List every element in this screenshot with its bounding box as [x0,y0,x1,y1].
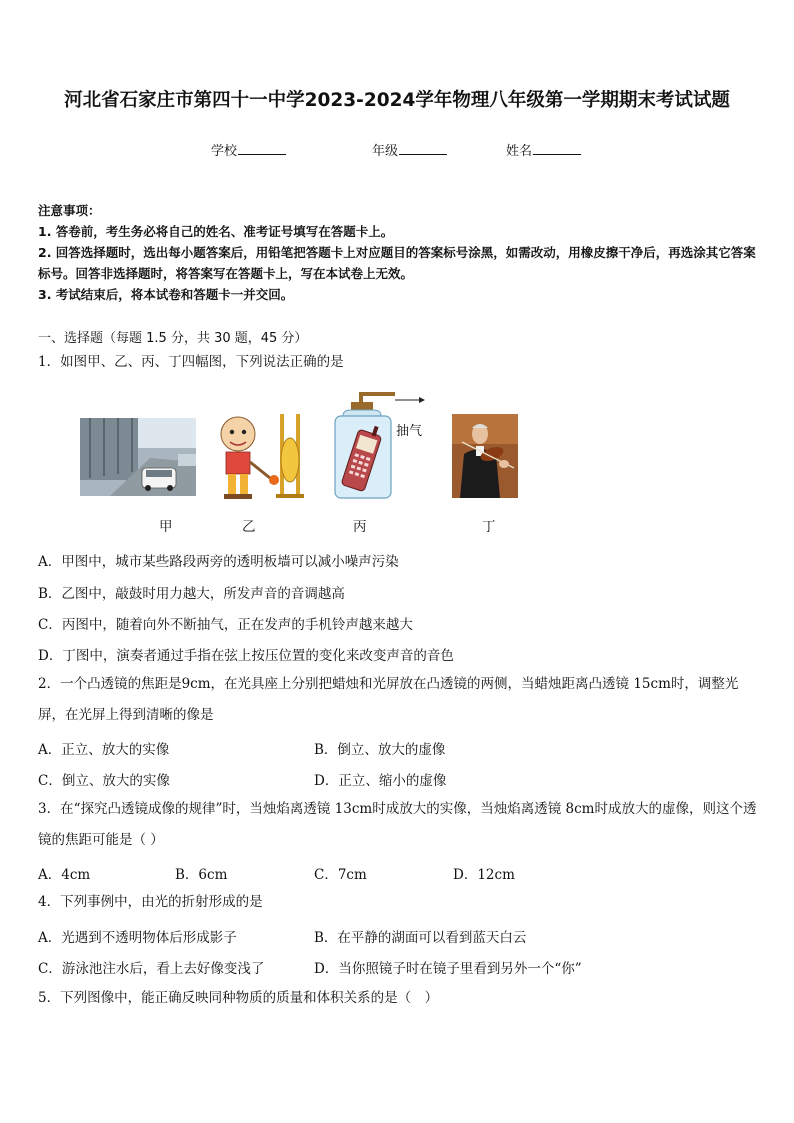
notice-item: 1. 答卷前，考生务必将自己的姓名、准考证号填写在答题卡上。 [38,224,394,239]
name-field [506,140,581,159]
q1-option-c: C．丙图中，随着向外不断抽气，正在发声的手机铃声越来越大 [38,617,413,633]
notice-heading: 注意事项： [38,203,101,218]
q2-option-a: A．正立、放大的实像 [38,742,170,758]
name-label: 姓名 [506,144,533,159]
q3-option-b: B．6cm [175,867,228,883]
notice-block [38,200,760,305]
school-field [211,140,286,159]
q4-option-b: B．在平静的湖面可以看到蓝天白云 [314,930,527,946]
school-label: 学校 [211,144,238,159]
figure-label-yi: 乙 [242,519,256,535]
grade-blank [399,142,447,155]
exam-title: 河北省石家庄市第四十一中学2023-2024学年物理八年级第一学期期末考试试题 [64,90,730,111]
road-barrier-figure [80,418,196,496]
question-stem: 4．下列事例中，由光的折射形成的是 [38,894,263,910]
figure-label-jia: 甲 [159,519,173,535]
grade-field [372,140,447,159]
notice-item: 2. 回答选择题时，选出每小题答案后，用铅笔把答题卡上对应题目的答案标号涂黑，如需改动，用橡皮擦干净后，再选涂其它答案标号。回答非选择题时，将答案写在答题卡上，写在本试卷上无效。 [38,245,756,281]
figure-label-bing: 丙 [353,519,367,535]
question-stem: 1．如图甲、乙、丙、丁四幅图，下列说法正确的是 [38,354,344,370]
q1-option-d: D．丁图中，演奏者通过手指在弦上按压位置的变化来改变声音的音色 [38,648,454,664]
name-blank [533,142,581,155]
section-heading: 一、选择题（每题 1.5 分，共 30 题，45 分） [38,331,308,346]
drum-boy-figure [208,412,308,508]
violinist-figure [452,414,518,498]
q3-option-d: D．12cm [453,867,515,883]
q4-option-c: C．游泳池注水后，看上去好像变浅了 [38,961,265,977]
notice-item: 3. 考试结束后，将本试卷和答题卡一并交回。 [38,287,294,302]
figure-label-ding: 丁 [482,519,496,535]
school-blank [238,142,286,155]
grade-label: 年级 [372,144,399,159]
q4-option-a: A．光遇到不透明物体后形成影子 [38,930,237,946]
q3-option-a: A．4cm [38,867,91,883]
pump-label: 抽气 [396,424,423,439]
question-stem: 3．在“探究凸透镜成像的规律”时，当烛焰离透镜 13cm时成放大的实像，当烛焰离透镜 8cm时成放大的虚像，则这个透镜的焦距可能是（ ） [38,801,757,848]
q3-option-c: C．7cm [314,867,367,883]
student-info-row [0,140,794,160]
q1-option-b: B．乙图中，敲鼓时用力越大，所发声音的音调越高 [38,586,345,602]
q4-option-d: D．当你照镜子时在镜子里看到另外一个“你” [314,961,582,977]
question-stem: 2．一个凸透镜的焦距是9cm，在光具座上分别把蜡烛和光屏放在凸透镜的两侧，当蜡烛距离凸透镜 15cm时，调整光屏，在光屏上得到清晰的像是 [38,676,739,723]
question-stem: 5．下列图像中，能正确反映同种物质的质量和体积关系的是（ ） [38,990,439,1006]
question1-figures [78,392,538,535]
q2-option-d: D．正立、缩小的虚像 [314,773,447,789]
q2-option-c: C．倒立、放大的实像 [38,773,170,789]
q2-option-b: B．倒立、放大的虚像 [314,742,446,758]
q1-option-a: A．甲图中，城市某些路段两旁的透明板墙可以减小噪声污染 [38,554,399,570]
bell-jar-figure [333,392,433,504]
